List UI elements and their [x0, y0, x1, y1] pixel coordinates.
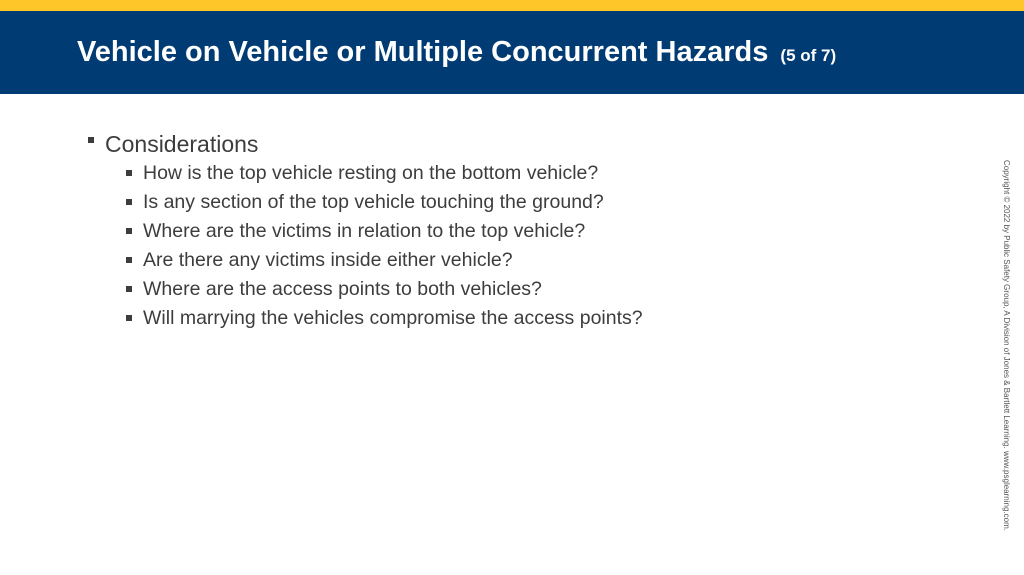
square-bullet-icon [126, 315, 132, 321]
list-item-text: Are there any victims inside either vehicle? [143, 249, 513, 271]
bullet-label: Considerations [105, 131, 259, 157]
list-item-text: Where are the victims in relation to the top vehicle? [143, 220, 586, 242]
list-item-text: Is any section of the top vehicle touching the ground? [143, 191, 604, 213]
list-item-text: How is the top vehicle resting on the bottom vehicle? [143, 162, 599, 184]
square-bullet-icon [126, 228, 132, 234]
list-item [84, 275, 964, 304]
list-item-text: Will marrying the vehicles compromise the access points? [143, 307, 643, 329]
square-bullet-icon [126, 199, 132, 205]
considerations-list [84, 159, 964, 333]
list-item [84, 246, 964, 275]
list-item [84, 188, 964, 217]
square-bullet-icon [88, 137, 94, 143]
slide-counter: (5 of 7) [780, 46, 837, 65]
bullet-considerations [84, 129, 964, 159]
list-item [84, 304, 964, 333]
list-item [84, 159, 964, 188]
square-bullet-icon [126, 257, 132, 263]
slide-title-text: Vehicle on Vehicle or Multiple Concurrent Hazards [77, 36, 769, 68]
square-bullet-icon [126, 286, 132, 292]
slide-content [84, 129, 964, 333]
list-item [84, 217, 964, 246]
square-bullet-icon [126, 170, 132, 176]
accent-stripe [0, 0, 1024, 11]
copyright-notice: Copyright © 2022 by Public Safety Group, A Division of Jones & Bartlett Learning. www.psglearning.com. [1002, 160, 1011, 531]
list-item-text: Where are the access points to both vehicles? [143, 278, 542, 300]
slide-title [77, 33, 836, 75]
